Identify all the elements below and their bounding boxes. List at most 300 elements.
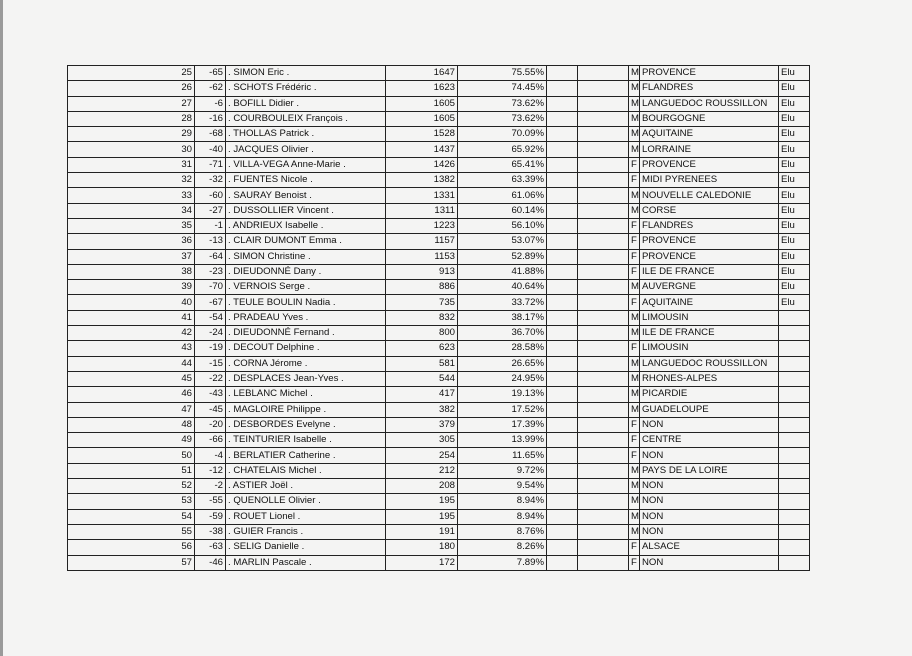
region-cell: LORRAINE xyxy=(640,142,779,157)
status-cell: Elu xyxy=(779,249,810,264)
votes-cell: 800 xyxy=(386,326,458,341)
table-row xyxy=(68,188,810,203)
table-row xyxy=(68,310,810,325)
sex-cell: F xyxy=(629,448,640,463)
sex-cell: M xyxy=(629,142,640,157)
sex-cell: M xyxy=(629,479,640,494)
region-cell: PROVENCE xyxy=(640,234,779,249)
number-cell: -64 xyxy=(195,249,226,264)
percent-cell: 65.41% xyxy=(458,157,547,172)
candidate-name-cell: . COURBOULEIX François . xyxy=(226,111,386,126)
sex-cell: M xyxy=(629,66,640,81)
table-row xyxy=(68,479,810,494)
number-cell: -68 xyxy=(195,127,226,142)
empty-cell xyxy=(547,326,578,341)
region-cell: NON xyxy=(640,509,779,524)
rank-cell: 46 xyxy=(68,387,195,402)
sex-cell: M xyxy=(629,111,640,126)
empty-cell xyxy=(578,356,629,371)
empty-cell xyxy=(547,173,578,188)
number-cell: -63 xyxy=(195,540,226,555)
rank-cell: 34 xyxy=(68,203,195,218)
sex-cell: F xyxy=(629,218,640,233)
rank-cell: 53 xyxy=(68,494,195,509)
sex-cell: F xyxy=(629,540,640,555)
rank-cell: 29 xyxy=(68,127,195,142)
votes-cell: 623 xyxy=(386,341,458,356)
percent-cell: 28.58% xyxy=(458,341,547,356)
status-cell: Elu xyxy=(779,295,810,310)
rank-cell: 37 xyxy=(68,249,195,264)
rank-cell: 32 xyxy=(68,173,195,188)
empty-cell xyxy=(547,203,578,218)
candidate-name-cell: . ASTIER Joël . xyxy=(226,479,386,494)
sex-cell: F xyxy=(629,341,640,356)
table-row xyxy=(68,111,810,126)
table-row xyxy=(68,524,810,539)
empty-cell xyxy=(547,142,578,157)
empty-cell xyxy=(578,234,629,249)
region-cell: NON xyxy=(640,448,779,463)
percent-cell: 38.17% xyxy=(458,310,547,325)
empty-cell xyxy=(547,555,578,570)
empty-cell xyxy=(547,66,578,81)
empty-cell xyxy=(578,310,629,325)
region-cell: LIMOUSIN xyxy=(640,341,779,356)
empty-cell xyxy=(547,479,578,494)
votes-cell: 581 xyxy=(386,356,458,371)
table-row xyxy=(68,371,810,386)
votes-cell: 172 xyxy=(386,555,458,570)
status-cell xyxy=(779,402,810,417)
sex-cell: M xyxy=(629,203,640,218)
sex-cell: F xyxy=(629,264,640,279)
number-cell: -54 xyxy=(195,310,226,325)
rank-cell: 30 xyxy=(68,142,195,157)
percent-cell: 11.65% xyxy=(458,448,547,463)
candidate-name-cell: . ROUET Lionel . xyxy=(226,509,386,524)
votes-cell: 1223 xyxy=(386,218,458,233)
rank-cell: 57 xyxy=(68,555,195,570)
number-cell: -46 xyxy=(195,555,226,570)
status-cell xyxy=(779,356,810,371)
table-row xyxy=(68,157,810,172)
candidate-name-cell: . VILLA-VEGA Anne-Marie . xyxy=(226,157,386,172)
candidate-name-cell: . ANDRIEUX Isabelle . xyxy=(226,218,386,233)
status-cell xyxy=(779,326,810,341)
number-cell: -67 xyxy=(195,295,226,310)
table-row xyxy=(68,66,810,81)
number-cell: -55 xyxy=(195,494,226,509)
empty-cell xyxy=(578,203,629,218)
rank-cell: 50 xyxy=(68,448,195,463)
percent-cell: 8.94% xyxy=(458,509,547,524)
empty-cell xyxy=(547,448,578,463)
empty-cell xyxy=(547,96,578,111)
candidate-name-cell: . DESPLACES Jean-Yves . xyxy=(226,371,386,386)
rank-cell: 33 xyxy=(68,188,195,203)
sex-cell: M xyxy=(629,402,640,417)
region-cell: AQUITAINE xyxy=(640,295,779,310)
empty-cell xyxy=(578,479,629,494)
percent-cell: 56.10% xyxy=(458,218,547,233)
sex-cell: M xyxy=(629,310,640,325)
region-cell: CENTRE xyxy=(640,433,779,448)
empty-cell xyxy=(547,371,578,386)
sex-cell: F xyxy=(629,173,640,188)
votes-cell: 1311 xyxy=(386,203,458,218)
candidate-name-cell: . PRADEAU Yves . xyxy=(226,310,386,325)
status-cell: Elu xyxy=(779,127,810,142)
votes-cell: 382 xyxy=(386,402,458,417)
empty-cell xyxy=(578,402,629,417)
votes-cell: 208 xyxy=(386,479,458,494)
status-cell: Elu xyxy=(779,264,810,279)
empty-cell xyxy=(547,81,578,96)
sex-cell: M xyxy=(629,280,640,295)
table-row xyxy=(68,264,810,279)
votes-cell: 832 xyxy=(386,310,458,325)
number-cell: -23 xyxy=(195,264,226,279)
rank-cell: 28 xyxy=(68,111,195,126)
candidate-name-cell: . BOFILL Didier . xyxy=(226,96,386,111)
candidate-name-cell: . SCHOTS Frédéric . xyxy=(226,81,386,96)
empty-cell xyxy=(547,310,578,325)
empty-cell xyxy=(547,417,578,432)
percent-cell: 40.64% xyxy=(458,280,547,295)
number-cell: -2 xyxy=(195,479,226,494)
percent-cell: 73.62% xyxy=(458,111,547,126)
votes-cell: 212 xyxy=(386,463,458,478)
sex-cell: M xyxy=(629,81,640,96)
table-row xyxy=(68,509,810,524)
candidate-name-cell: . DESBORDES Evelyne . xyxy=(226,417,386,432)
empty-cell xyxy=(578,264,629,279)
table-row xyxy=(68,127,810,142)
empty-cell xyxy=(578,540,629,555)
candidate-name-cell: . DIEUDONNÉ Dany . xyxy=(226,264,386,279)
percent-cell: 41.88% xyxy=(458,264,547,279)
candidate-name-cell: . MAGLOIRE Philippe . xyxy=(226,402,386,417)
percent-cell: 8.76% xyxy=(458,524,547,539)
empty-cell xyxy=(547,188,578,203)
empty-cell xyxy=(578,173,629,188)
rank-cell: 56 xyxy=(68,540,195,555)
page-edge xyxy=(0,0,3,656)
table-row xyxy=(68,494,810,509)
status-cell: Elu xyxy=(779,280,810,295)
rank-cell: 36 xyxy=(68,234,195,249)
table-row xyxy=(68,433,810,448)
status-cell: Elu xyxy=(779,81,810,96)
region-cell: FLANDRES xyxy=(640,81,779,96)
percent-cell: 63.39% xyxy=(458,173,547,188)
table-row xyxy=(68,249,810,264)
region-cell: NOUVELLE CALEDONIE xyxy=(640,188,779,203)
sex-cell: F xyxy=(629,555,640,570)
table-row xyxy=(68,142,810,157)
empty-cell xyxy=(547,356,578,371)
empty-cell xyxy=(547,157,578,172)
number-cell: -71 xyxy=(195,157,226,172)
sex-cell: M xyxy=(629,463,640,478)
empty-cell xyxy=(578,96,629,111)
votes-cell: 886 xyxy=(386,280,458,295)
region-cell: NON xyxy=(640,479,779,494)
sex-cell: M xyxy=(629,494,640,509)
empty-cell xyxy=(547,341,578,356)
status-cell: Elu xyxy=(779,173,810,188)
sex-cell: F xyxy=(629,417,640,432)
candidate-name-cell: . DECOUT Delphine . xyxy=(226,341,386,356)
votes-cell: 913 xyxy=(386,264,458,279)
number-cell: -4 xyxy=(195,448,226,463)
status-cell: Elu xyxy=(779,218,810,233)
region-cell: RHONES-ALPES xyxy=(640,371,779,386)
status-cell xyxy=(779,448,810,463)
region-cell: ILE DE FRANCE xyxy=(640,326,779,341)
percent-cell: 9.54% xyxy=(458,479,547,494)
candidate-name-cell: . SELIG Danielle . xyxy=(226,540,386,555)
number-cell: -70 xyxy=(195,280,226,295)
number-cell: -45 xyxy=(195,402,226,417)
sex-cell: F xyxy=(629,295,640,310)
region-cell: PICARDIE xyxy=(640,387,779,402)
rank-cell: 26 xyxy=(68,81,195,96)
sex-cell: M xyxy=(629,356,640,371)
percent-cell: 17.39% xyxy=(458,417,547,432)
votes-cell: 544 xyxy=(386,371,458,386)
rank-cell: 44 xyxy=(68,356,195,371)
percent-cell: 7.89% xyxy=(458,555,547,570)
region-cell: NON xyxy=(640,494,779,509)
status-cell xyxy=(779,387,810,402)
region-cell: LANGUEDOC ROUSSILLON xyxy=(640,356,779,371)
candidate-name-cell: . BERLATIER Catherine . xyxy=(226,448,386,463)
percent-cell: 17.52% xyxy=(458,402,547,417)
percent-cell: 33.72% xyxy=(458,295,547,310)
rank-cell: 54 xyxy=(68,509,195,524)
votes-cell: 1331 xyxy=(386,188,458,203)
table-row xyxy=(68,96,810,111)
empty-cell xyxy=(578,463,629,478)
candidate-name-cell: . QUENOLLE Olivier . xyxy=(226,494,386,509)
number-cell: -60 xyxy=(195,188,226,203)
empty-cell xyxy=(547,249,578,264)
votes-cell: 735 xyxy=(386,295,458,310)
table-row xyxy=(68,218,810,233)
table-row xyxy=(68,326,810,341)
empty-cell xyxy=(578,66,629,81)
results-body xyxy=(68,66,810,571)
region-cell: ALSACE xyxy=(640,540,779,555)
empty-cell xyxy=(547,524,578,539)
table-row xyxy=(68,280,810,295)
status-cell xyxy=(779,555,810,570)
percent-cell: 24.95% xyxy=(458,371,547,386)
table-row xyxy=(68,81,810,96)
number-cell: -13 xyxy=(195,234,226,249)
sex-cell: F xyxy=(629,157,640,172)
votes-cell: 1153 xyxy=(386,249,458,264)
votes-cell: 1605 xyxy=(386,111,458,126)
votes-cell: 1426 xyxy=(386,157,458,172)
region-cell: PROVENCE xyxy=(640,249,779,264)
votes-cell: 195 xyxy=(386,509,458,524)
candidate-name-cell: . SIMON Eric . xyxy=(226,66,386,81)
region-cell: AQUITAINE xyxy=(640,127,779,142)
candidate-name-cell: . SIMON Christine . xyxy=(226,249,386,264)
number-cell: -1 xyxy=(195,218,226,233)
region-cell: NON xyxy=(640,524,779,539)
status-cell: Elu xyxy=(779,157,810,172)
votes-cell: 417 xyxy=(386,387,458,402)
number-cell: -24 xyxy=(195,326,226,341)
sex-cell: F xyxy=(629,433,640,448)
region-cell: GUADELOUPE xyxy=(640,402,779,417)
status-cell xyxy=(779,524,810,539)
sex-cell: M xyxy=(629,326,640,341)
votes-cell: 305 xyxy=(386,433,458,448)
region-cell: MIDI PYRENEES xyxy=(640,173,779,188)
sex-cell: M xyxy=(629,387,640,402)
candidate-name-cell: . DIEUDONNÉ Fernand . xyxy=(226,326,386,341)
votes-cell: 1605 xyxy=(386,96,458,111)
empty-cell xyxy=(578,371,629,386)
table-row xyxy=(68,463,810,478)
votes-cell: 1528 xyxy=(386,127,458,142)
percent-cell: 74.45% xyxy=(458,81,547,96)
number-cell: -16 xyxy=(195,111,226,126)
votes-cell: 1157 xyxy=(386,234,458,249)
votes-cell: 1382 xyxy=(386,173,458,188)
empty-cell xyxy=(578,81,629,96)
number-cell: -22 xyxy=(195,371,226,386)
sex-cell: M xyxy=(629,509,640,524)
table-row xyxy=(68,203,810,218)
table-row xyxy=(68,402,810,417)
sex-cell: F xyxy=(629,234,640,249)
region-cell: BOURGOGNE xyxy=(640,111,779,126)
votes-cell: 180 xyxy=(386,540,458,555)
rank-cell: 49 xyxy=(68,433,195,448)
status-cell xyxy=(779,417,810,432)
rank-cell: 40 xyxy=(68,295,195,310)
number-cell: -43 xyxy=(195,387,226,402)
region-cell: FLANDRES xyxy=(640,218,779,233)
status-cell xyxy=(779,310,810,325)
number-cell: -38 xyxy=(195,524,226,539)
empty-cell xyxy=(547,463,578,478)
empty-cell xyxy=(547,127,578,142)
empty-cell xyxy=(547,402,578,417)
table-row xyxy=(68,387,810,402)
empty-cell xyxy=(547,509,578,524)
votes-cell: 379 xyxy=(386,417,458,432)
candidate-name-cell: . MARLIN Pascale . xyxy=(226,555,386,570)
empty-cell xyxy=(578,218,629,233)
region-cell: ILE DE FRANCE xyxy=(640,264,779,279)
results-table xyxy=(67,65,810,571)
region-cell: CORSE xyxy=(640,203,779,218)
percent-cell: 52.89% xyxy=(458,249,547,264)
votes-cell: 254 xyxy=(386,448,458,463)
empty-cell xyxy=(578,341,629,356)
number-cell: -6 xyxy=(195,96,226,111)
number-cell: -32 xyxy=(195,173,226,188)
votes-cell: 1437 xyxy=(386,142,458,157)
table-row xyxy=(68,173,810,188)
status-cell: Elu xyxy=(779,96,810,111)
sex-cell: F xyxy=(629,249,640,264)
rank-cell: 25 xyxy=(68,66,195,81)
empty-cell xyxy=(547,540,578,555)
status-cell: Elu xyxy=(779,66,810,81)
rank-cell: 55 xyxy=(68,524,195,539)
number-cell: -19 xyxy=(195,341,226,356)
percent-cell: 19.13% xyxy=(458,387,547,402)
status-cell xyxy=(779,371,810,386)
number-cell: -65 xyxy=(195,66,226,81)
rank-cell: 27 xyxy=(68,96,195,111)
percent-cell: 26.65% xyxy=(458,356,547,371)
region-cell: LIMOUSIN xyxy=(640,310,779,325)
votes-cell: 1623 xyxy=(386,81,458,96)
candidate-name-cell: . VERNOIS Serge . xyxy=(226,280,386,295)
empty-cell xyxy=(578,494,629,509)
number-cell: -27 xyxy=(195,203,226,218)
candidate-name-cell: . CLAIR DUMONT Emma . xyxy=(226,234,386,249)
number-cell: -59 xyxy=(195,509,226,524)
candidate-name-cell: . DUSSOLLIER Vincent . xyxy=(226,203,386,218)
percent-cell: 75.55% xyxy=(458,66,547,81)
empty-cell xyxy=(547,433,578,448)
empty-cell xyxy=(578,555,629,570)
rank-cell: 45 xyxy=(68,371,195,386)
candidate-name-cell: . GUIER Francis . xyxy=(226,524,386,539)
percent-cell: 60.14% xyxy=(458,203,547,218)
status-cell: Elu xyxy=(779,111,810,126)
empty-cell xyxy=(578,249,629,264)
region-cell: NON xyxy=(640,417,779,432)
empty-cell xyxy=(578,417,629,432)
number-cell: -62 xyxy=(195,81,226,96)
rank-cell: 39 xyxy=(68,280,195,295)
region-cell: NON xyxy=(640,555,779,570)
table-row xyxy=(68,555,810,570)
candidate-name-cell: . CHATELAIS Michel . xyxy=(226,463,386,478)
number-cell: -66 xyxy=(195,433,226,448)
candidate-name-cell: . JACQUES Olivier . xyxy=(226,142,386,157)
rank-cell: 35 xyxy=(68,218,195,233)
empty-cell xyxy=(547,280,578,295)
percent-cell: 65.92% xyxy=(458,142,547,157)
empty-cell xyxy=(547,218,578,233)
candidate-name-cell: . LEBLANC Michel . xyxy=(226,387,386,402)
status-cell: Elu xyxy=(779,142,810,157)
candidate-name-cell: . CORNA Jérome . xyxy=(226,356,386,371)
sex-cell: M xyxy=(629,188,640,203)
empty-cell xyxy=(547,295,578,310)
status-cell xyxy=(779,509,810,524)
sex-cell: M xyxy=(629,371,640,386)
empty-cell xyxy=(578,387,629,402)
empty-cell xyxy=(578,142,629,157)
empty-cell xyxy=(547,387,578,402)
region-cell: PROVENCE xyxy=(640,157,779,172)
status-cell: Elu xyxy=(779,234,810,249)
sex-cell: M xyxy=(629,96,640,111)
